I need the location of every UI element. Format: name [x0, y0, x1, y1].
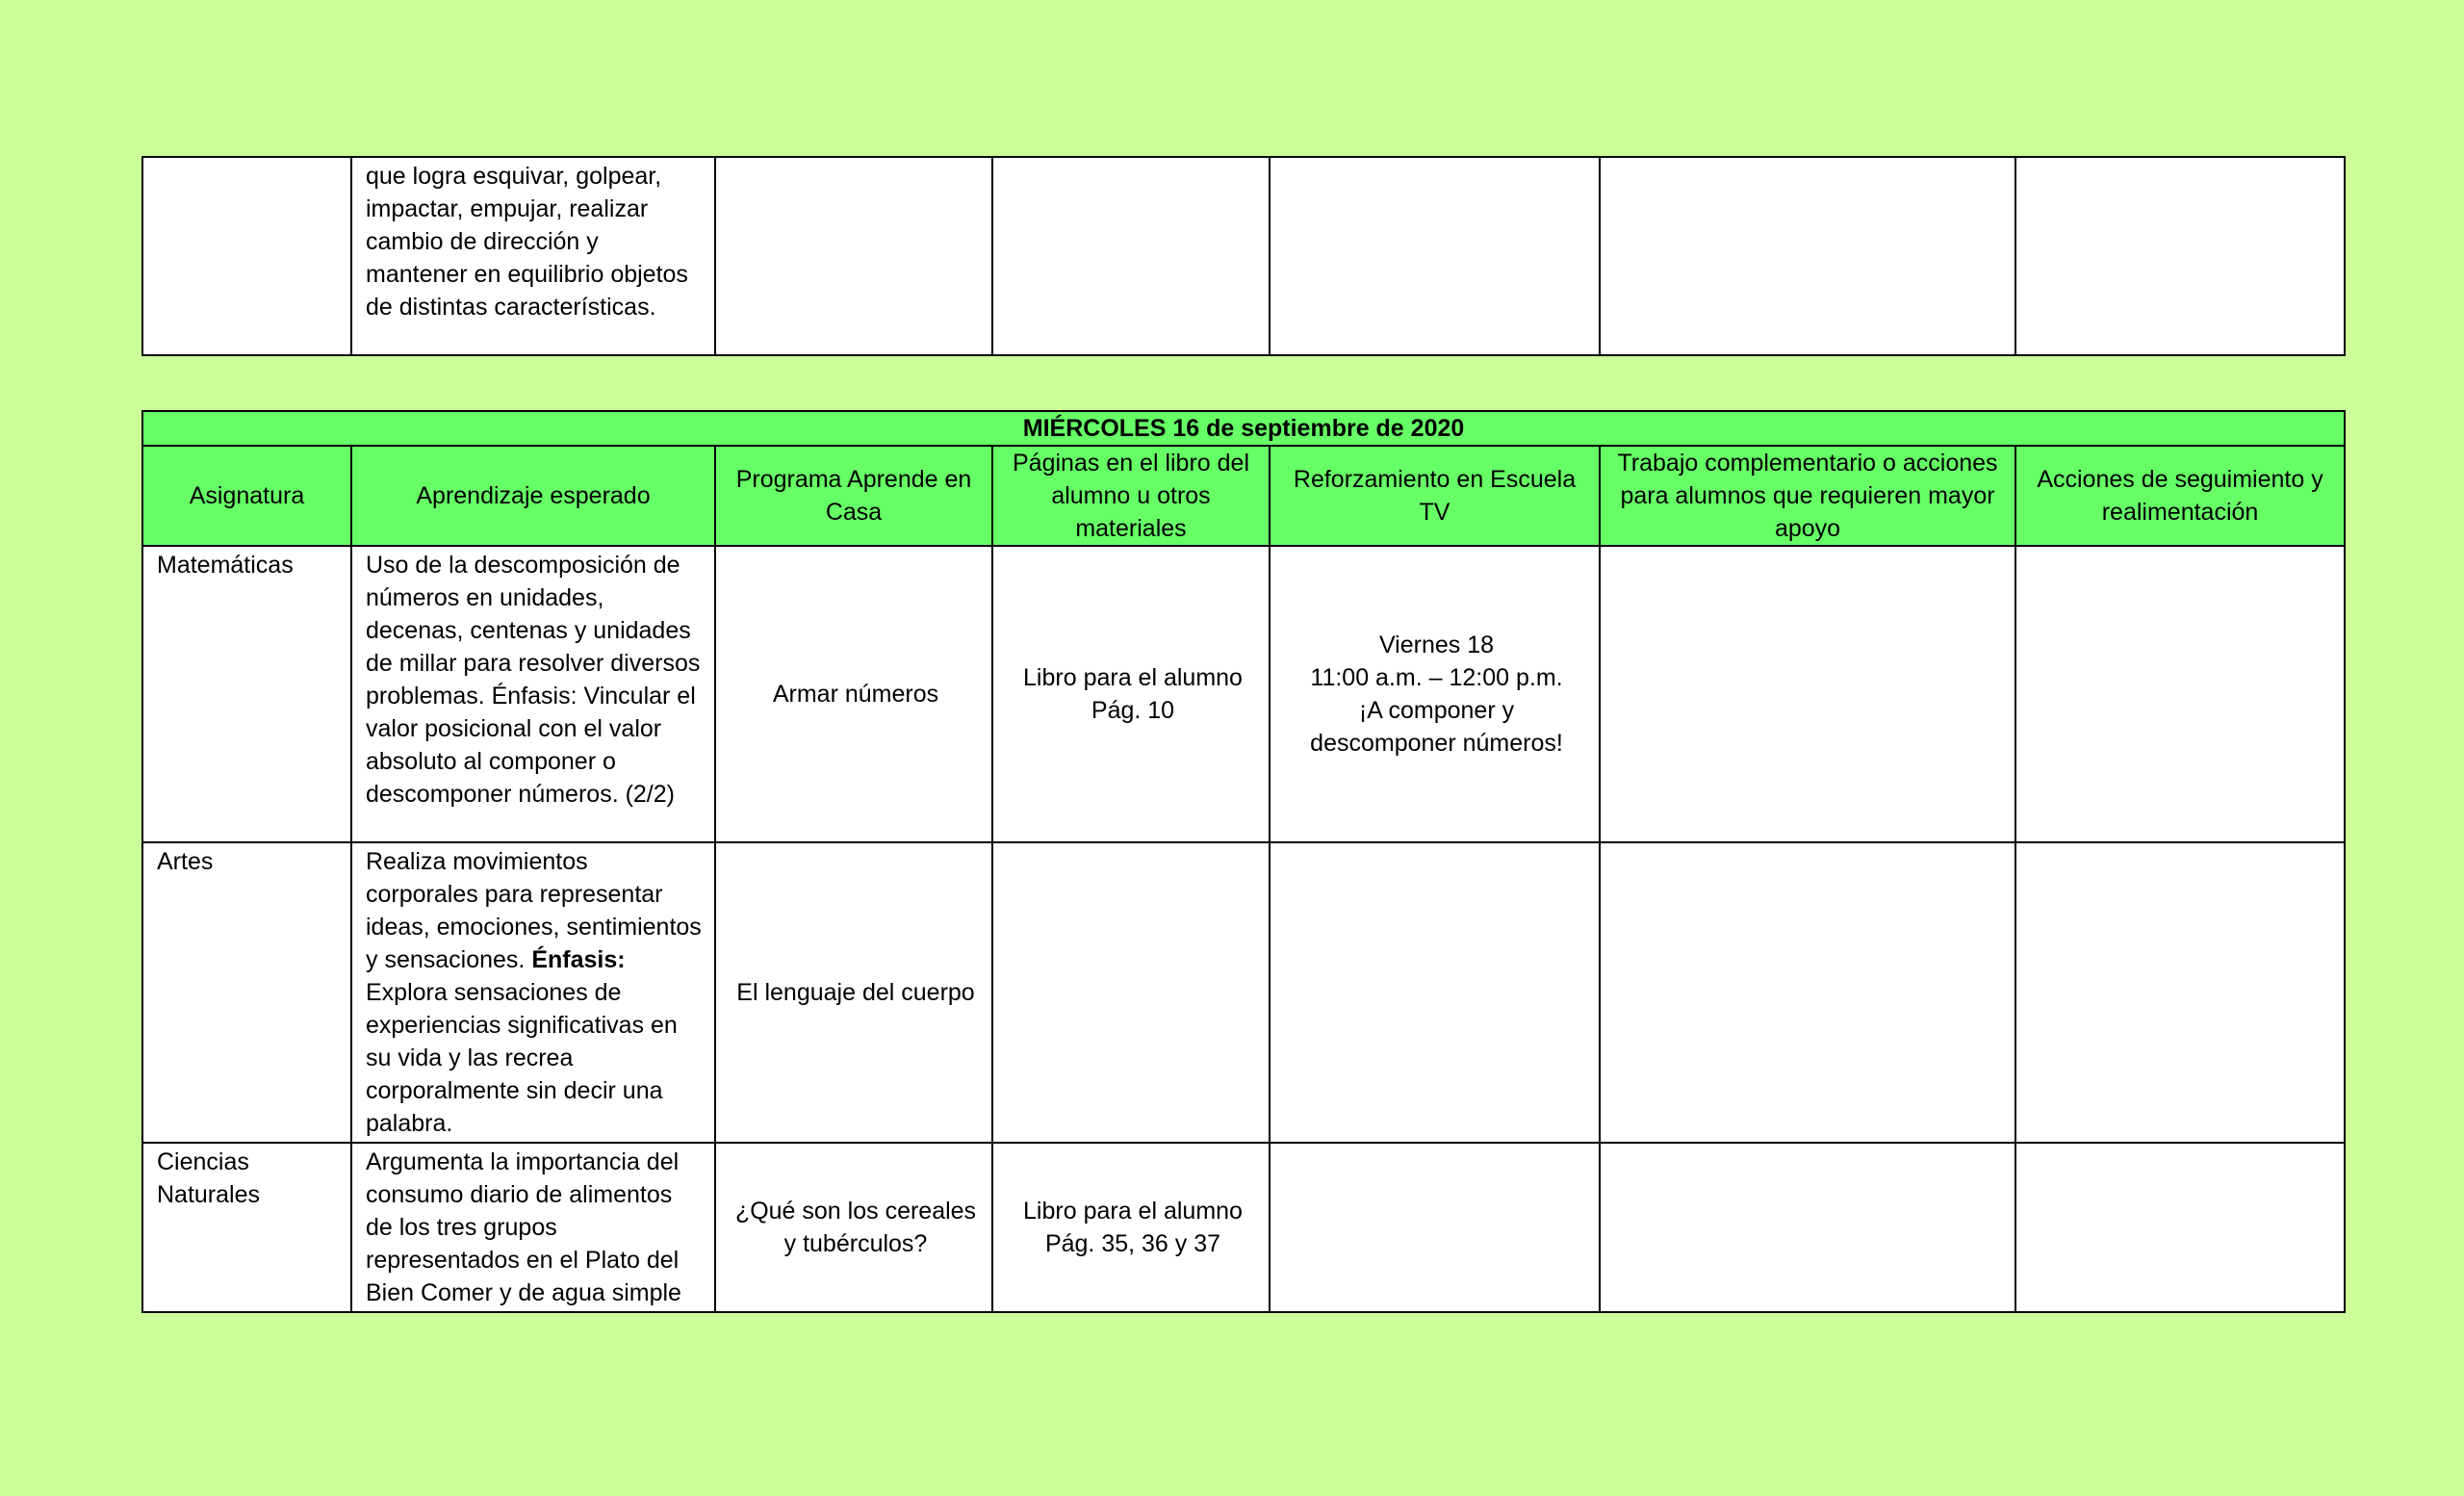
- paginas-cell: [992, 157, 1270, 355]
- day-title: MIÉRCOLES 16 de septiembre de 2020: [142, 411, 2345, 446]
- seguimiento-cell: [2015, 157, 2345, 355]
- programa-cell: El lenguaje del cuerpo: [715, 842, 992, 1143]
- seguimiento-cell: [2015, 842, 2345, 1143]
- paginas-line: Libro para el alumno: [1023, 664, 1243, 691]
- header-asignatura: Asignatura: [142, 446, 351, 546]
- programa-cell: Armar números: [715, 546, 992, 842]
- enfasis-label: Énfasis:: [531, 946, 626, 973]
- header-seguimiento: Acciones de seguimiento y realimentación: [2015, 446, 2345, 546]
- aprendizaje-text: Realiza movimientos corporales para representar ideas, emociones, sentimientos y sensaciones.: [366, 848, 702, 973]
- asignatura-cell: Matemáticas: [142, 546, 351, 842]
- title-row: [142, 411, 2345, 446]
- header-row: [142, 446, 2345, 546]
- reforzamiento-line: ¡A componer y descomponer números!: [1310, 697, 1563, 757]
- header-paginas: Páginas en el libro del alumno u otros materiales: [992, 446, 1270, 546]
- programa-cell: ¿Qué son los cereales y tubérculos?: [715, 1143, 992, 1312]
- asignatura-cell: [142, 157, 351, 355]
- continuation-table: [141, 156, 2346, 356]
- table-row: [142, 157, 2345, 355]
- reforzamiento-cell: [1270, 1143, 1600, 1312]
- seguimiento-cell: [2015, 1143, 2345, 1312]
- paginas-cell: [992, 546, 1270, 842]
- trabajo-cell: [1600, 157, 2015, 355]
- wednesday-schedule-table: [141, 410, 2346, 1313]
- paginas-cell: [992, 1143, 1270, 1312]
- trabajo-cell: [1600, 842, 2015, 1143]
- reforzamiento-line: 11:00 a.m. – 12:00 p.m.: [1310, 664, 1563, 691]
- table-row: [142, 1143, 2345, 1312]
- table-row: [142, 842, 2345, 1143]
- aprendizaje-cell: [351, 842, 715, 1143]
- paginas-cell: [992, 842, 1270, 1143]
- aprendizaje-cell: Argumenta la importancia del consumo diario de alimentos de los tres grupos representados en el Plato del Bien Comer y de agua simple: [351, 1143, 715, 1312]
- reforzamiento-cell: [1270, 157, 1600, 355]
- seguimiento-cell: [2015, 546, 2345, 842]
- header-reforzamiento: Reforzamiento en Escuela TV: [1270, 446, 1600, 546]
- programa-cell: [715, 157, 992, 355]
- trabajo-cell: [1600, 546, 2015, 842]
- reforzamiento-cell: [1270, 546, 1600, 842]
- paginas-line: Libro para el alumno: [1023, 1198, 1243, 1225]
- header-programa: Programa Aprende en Casa: [715, 446, 992, 546]
- aprendizaje-cell: Uso de la descomposición de números en unidades, decenas, centenas y unidades de millar para resolver diversos problemas. Énfasis: Vincular el valor posicional con el valor absoluto al componer o descomponer números. (2/2): [351, 546, 715, 842]
- asignatura-cell: Ciencias Naturales: [142, 1143, 351, 1312]
- reforzamiento-line: Viernes 18: [1378, 632, 1495, 658]
- aprendizaje-cell: que logra esquivar, golpear, impactar, empujar, realizar cambio de dirección y mantener en equilibrio objetos de distintas características.: [351, 157, 715, 355]
- asignatura-cell: Artes: [142, 842, 351, 1143]
- reforzamiento-cell: [1270, 842, 1600, 1143]
- paginas-line: Pág. 35, 36 y 37: [1044, 1230, 1221, 1257]
- header-aprendizaje: Aprendizaje esperado: [351, 446, 715, 546]
- trabajo-cell: [1600, 1143, 2015, 1312]
- table-row: [142, 546, 2345, 842]
- enfasis-text: Explora sensaciones de experiencias significativas en su vida y las recrea corporalmente sin decir una palabra.: [366, 979, 678, 1137]
- header-trabajo: Trabajo complementario o acciones para alumnos que requieren mayor apoyo: [1600, 446, 2015, 546]
- paginas-line: Pág. 10: [1091, 697, 1175, 724]
